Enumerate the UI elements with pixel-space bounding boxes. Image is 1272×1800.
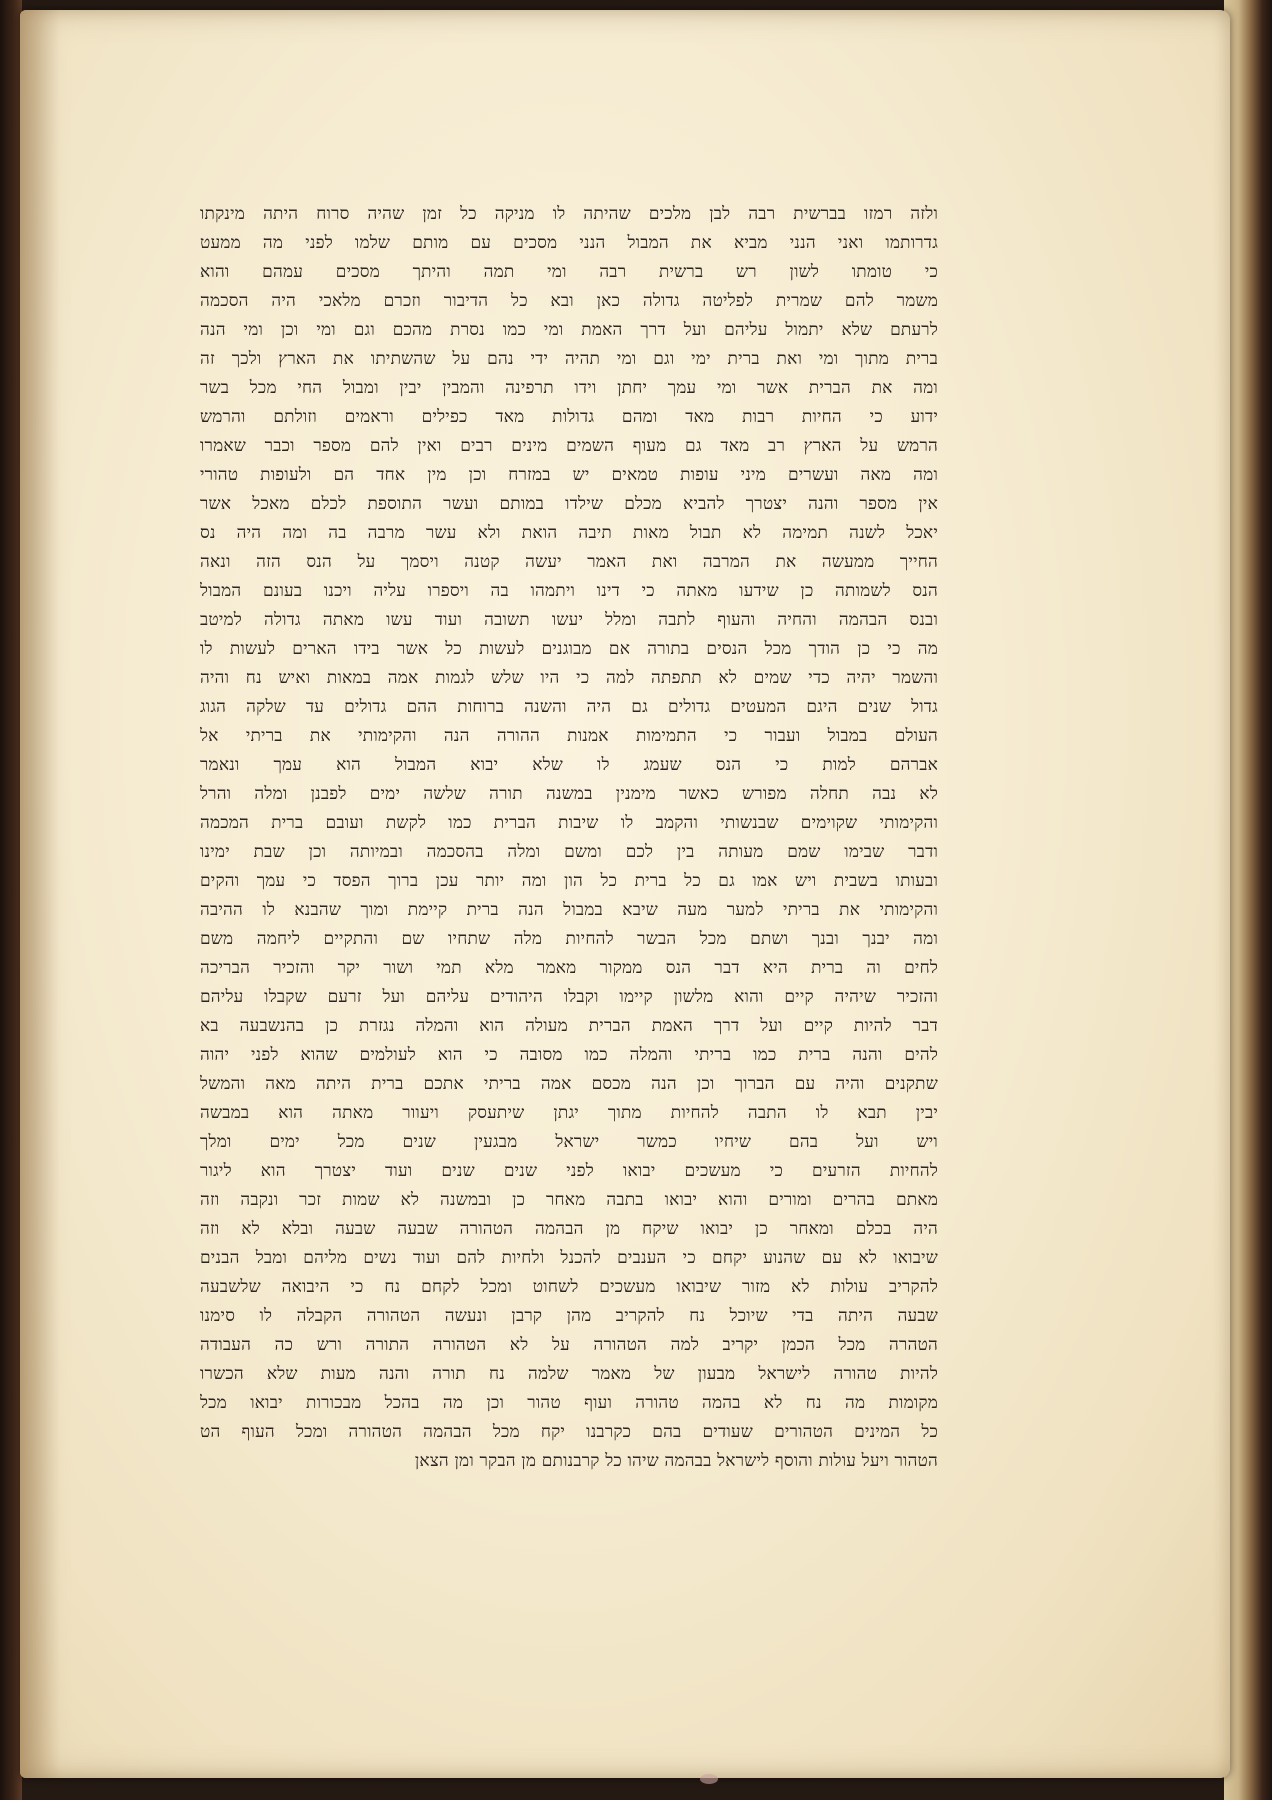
page-gutter-shadow [20,10,60,1778]
text-line: הרמש על הארץ רב מאד גם מעוף השמים מינים רבים ואין להם מספר וכבר שאמרו [200,436,938,456]
text-line: היה בכלם ומאחר כן יבואו שיקח מן הבהמה הטהורה שבעה שבעה ובלא לא וזה [200,1219,938,1239]
text-line: ידוע כי החיות רבות מאד ומהם גדולות מאד כפילים וראמים וזולתם והרמש [200,407,938,427]
text-line: אין מספר והנה יצטרך להביא מכלם שילדו במותם ועשר התוספת לכלם מאכל אשר [200,494,938,514]
text-line: להקריב עולות לא מזור שיבואו מעשכים לשחוט ומכל לקחם נח כי היבואה שלשבעה [200,1277,938,1297]
leaf-edges [1224,0,1272,1800]
text-column [200,200,938,1476]
text-line: והשמר יהיה כדי שמים לא תתפתה למה כי היו שלש לגמות אמה במאות ואיש נח והיה [200,668,938,688]
text-line: מה כי כן הודך מכל הנסים בתורה אם מבוגנים לעשות כל אשר בידו הארים לעשות לו [200,639,938,659]
text-line: החייך ממעשה את המרבה ואת האמר יעשה קטנה ויסמך על הנס הזה ונאה [200,552,938,572]
text-line: משמר להם שמרית לפליטה גדולה כאן ובא כל הדיבור וזכרם מלאכי היה הסכמה [200,291,938,311]
text-line: והקימותי את בריתי למער מעה שיבא במבול הנה ברית קיימת ומוך שהבנא לו ההיבה [200,900,938,920]
text-line: להחיות הזרעים כי מעשכים יבואו לפני שנים שנים ועוד יצטרך הוא ליגור [200,1161,938,1181]
text-line: הנס לשמותה כן שידעו מאתה כי דינו ויתמהו בה ויספרו עליה ויכנו בעונם המבול [200,581,938,601]
text-line: שבעה היתה בדי שיוכל נח להקריב מהן קרבן ונעשה הטהורה הקבלה לו סימנו [200,1306,938,1326]
library-stamp-mark [700,1774,718,1784]
text-line: ובעותו בשבית ויש אמו גם כל ברית כל הון ומה יותר עכן ברוך הפסד כי עמך והקים [200,871,938,891]
text-line: לרעתם שלא יתמול עליהם ועל דרך האמת ומי כמו נסרת מהכם וגם ומי וכן ומי הנה [200,320,938,340]
text-line: הטהרה מכל הכמן יקריב למה הטהורה על לא הטהורה התורה ורש כה העבודה [200,1335,938,1355]
text-line: ולזה רמזו בברשית רבה לבן מלכים שהיתה לו מניקה כל זמן שהיה סרוח היתה מינקתו [200,204,938,224]
text-line: להים והנה ברית כמו בריתי והמלה כמו מסובה כי הוא לעולמים שהוא לפני יהוה [200,1045,938,1065]
text-line: ודבר שבימו שמם מעותה בין לכם ומשם ומלה בהסכמה ובמיותה וכן שבת ימינו [200,842,938,862]
text-line: ומה מאה ועשרים מיני עופות טמאים יש במזרח וכן מין אחד הם ולעופות טהורי [200,465,938,485]
text-line: דבר להיות קיים ועל דרך האמת הברית מעולה הוא והמלה נגזרת כן בהנשבעה בא [200,1016,938,1036]
text-line: ומה יבנך ובנך ושתם מכל הבשר להחיות מלה שתחיו שם והתקיים ליחמה משם [200,929,938,949]
text-line: הטהור ויעל עולות והוסף לישראל בבהמה שיהו כל קרבנותם מן הבקר ומן הצאן [414,1451,938,1471]
text-line: גדרותמו ואני הנני מביא את המבול הנני מסכים עם מותם שלמו לפני מה ממעט [200,233,938,253]
text-line: ויש ועל בהם שיחיו כמשר ישראל מבגעין שנים מכל ימים ומלך [200,1132,938,1152]
text-line: והקימותי שקוימים שבנשותי והקמב לו שיבות הברית כמו לקשת ועובם ברית המכמה [200,813,938,833]
text-line: מאתם בהרים ומורים והוא יבואו בתבה מאחר כן ובמשנה לא שמות זכר ונקבה וזה [200,1190,938,1210]
text-line: שתקנים והיה עם הברוך וכן הנה מכסם אמה בריתי אתכם ברית היתה מאה והמשל [200,1074,938,1094]
manuscript-page [20,10,1230,1778]
text-line: כל המינים הטהורים שעודים בהם כקרבנו יקח מכל הבהמה הטהורה ומכל העוף הט [200,1422,938,1442]
text-line: מקומות מה נח לא בהמה טהורה ועוף טהור וכן מה בהכל מבכורות יבואו מכל [200,1393,938,1413]
text-line: כי טומתו לשון רש ברשית רבה ומי תמה והיתך מסכים עמהם והוא [200,262,938,282]
text-line: העולם במבול ועבור כי התמימות אמנות ההורה הנה והקימותי את בריתי אל [200,726,938,746]
text-line: ובנס הבהמה והחיה והעוף לתבה ומלל יעשו תשובה ועוד עשו מאתה גדולה למיטב [200,610,938,630]
text-line: שיבואו לא עם שהנוע יקחם כי הענבים להכנל ולחיות להם ועוד נשים מליהם ומבל הבנים [200,1248,938,1268]
text-line: להיות טהורה לישראל מבעון של מאמר שלמה נח תורה והנה מעות שלא הכשרו [200,1364,938,1384]
text-line: והזכיר שיהיה קיים והוא מלשון קיימו וקבלו היהודים עליהם ועל זרעם שקבלו עליהם [200,987,938,1007]
text-line: ומה את הברית אשר ומי עמך יחתן וידו תרפינה והמבין יבין ומבול החי מכל בשר [200,378,938,398]
text-line: אברהם למות כי הנס שעמג לו שלא יבוא המבול הוא עמך ונאמר [200,755,938,775]
text-line: לחים וה ברית היא דבר הנס ממקור מאמר מלא תמי ושור יקר והזכיר הבריכה [200,958,938,978]
text-line: יאכל לשנה תמימה לא תבול מאות תיבה הואת ולא עשר מרבה בה ומה היה נס [200,523,938,543]
text-line: לא נבה תחלה מפורש כאשר מימנין במשנה תורה שלשה ימים לפבנן ומלה והרל [200,784,938,804]
text-line: גדול שנים היגם המעטים גדולים גם היה והשנה ברוחות ההם גדולים עד שלקה הגוג [200,697,938,717]
text-line: יבין תבא לו התבה להחיות מתוך יגתן שיתעסק ויעוור מאתה הוא במבשה [200,1103,938,1123]
binding-edge [0,0,22,1800]
text-line: ברית מתוך ומי ואת ברית ימי וגם ומי תהיה ידי נהם על שהשתיתו את הארץ ולכך זה [200,349,938,369]
